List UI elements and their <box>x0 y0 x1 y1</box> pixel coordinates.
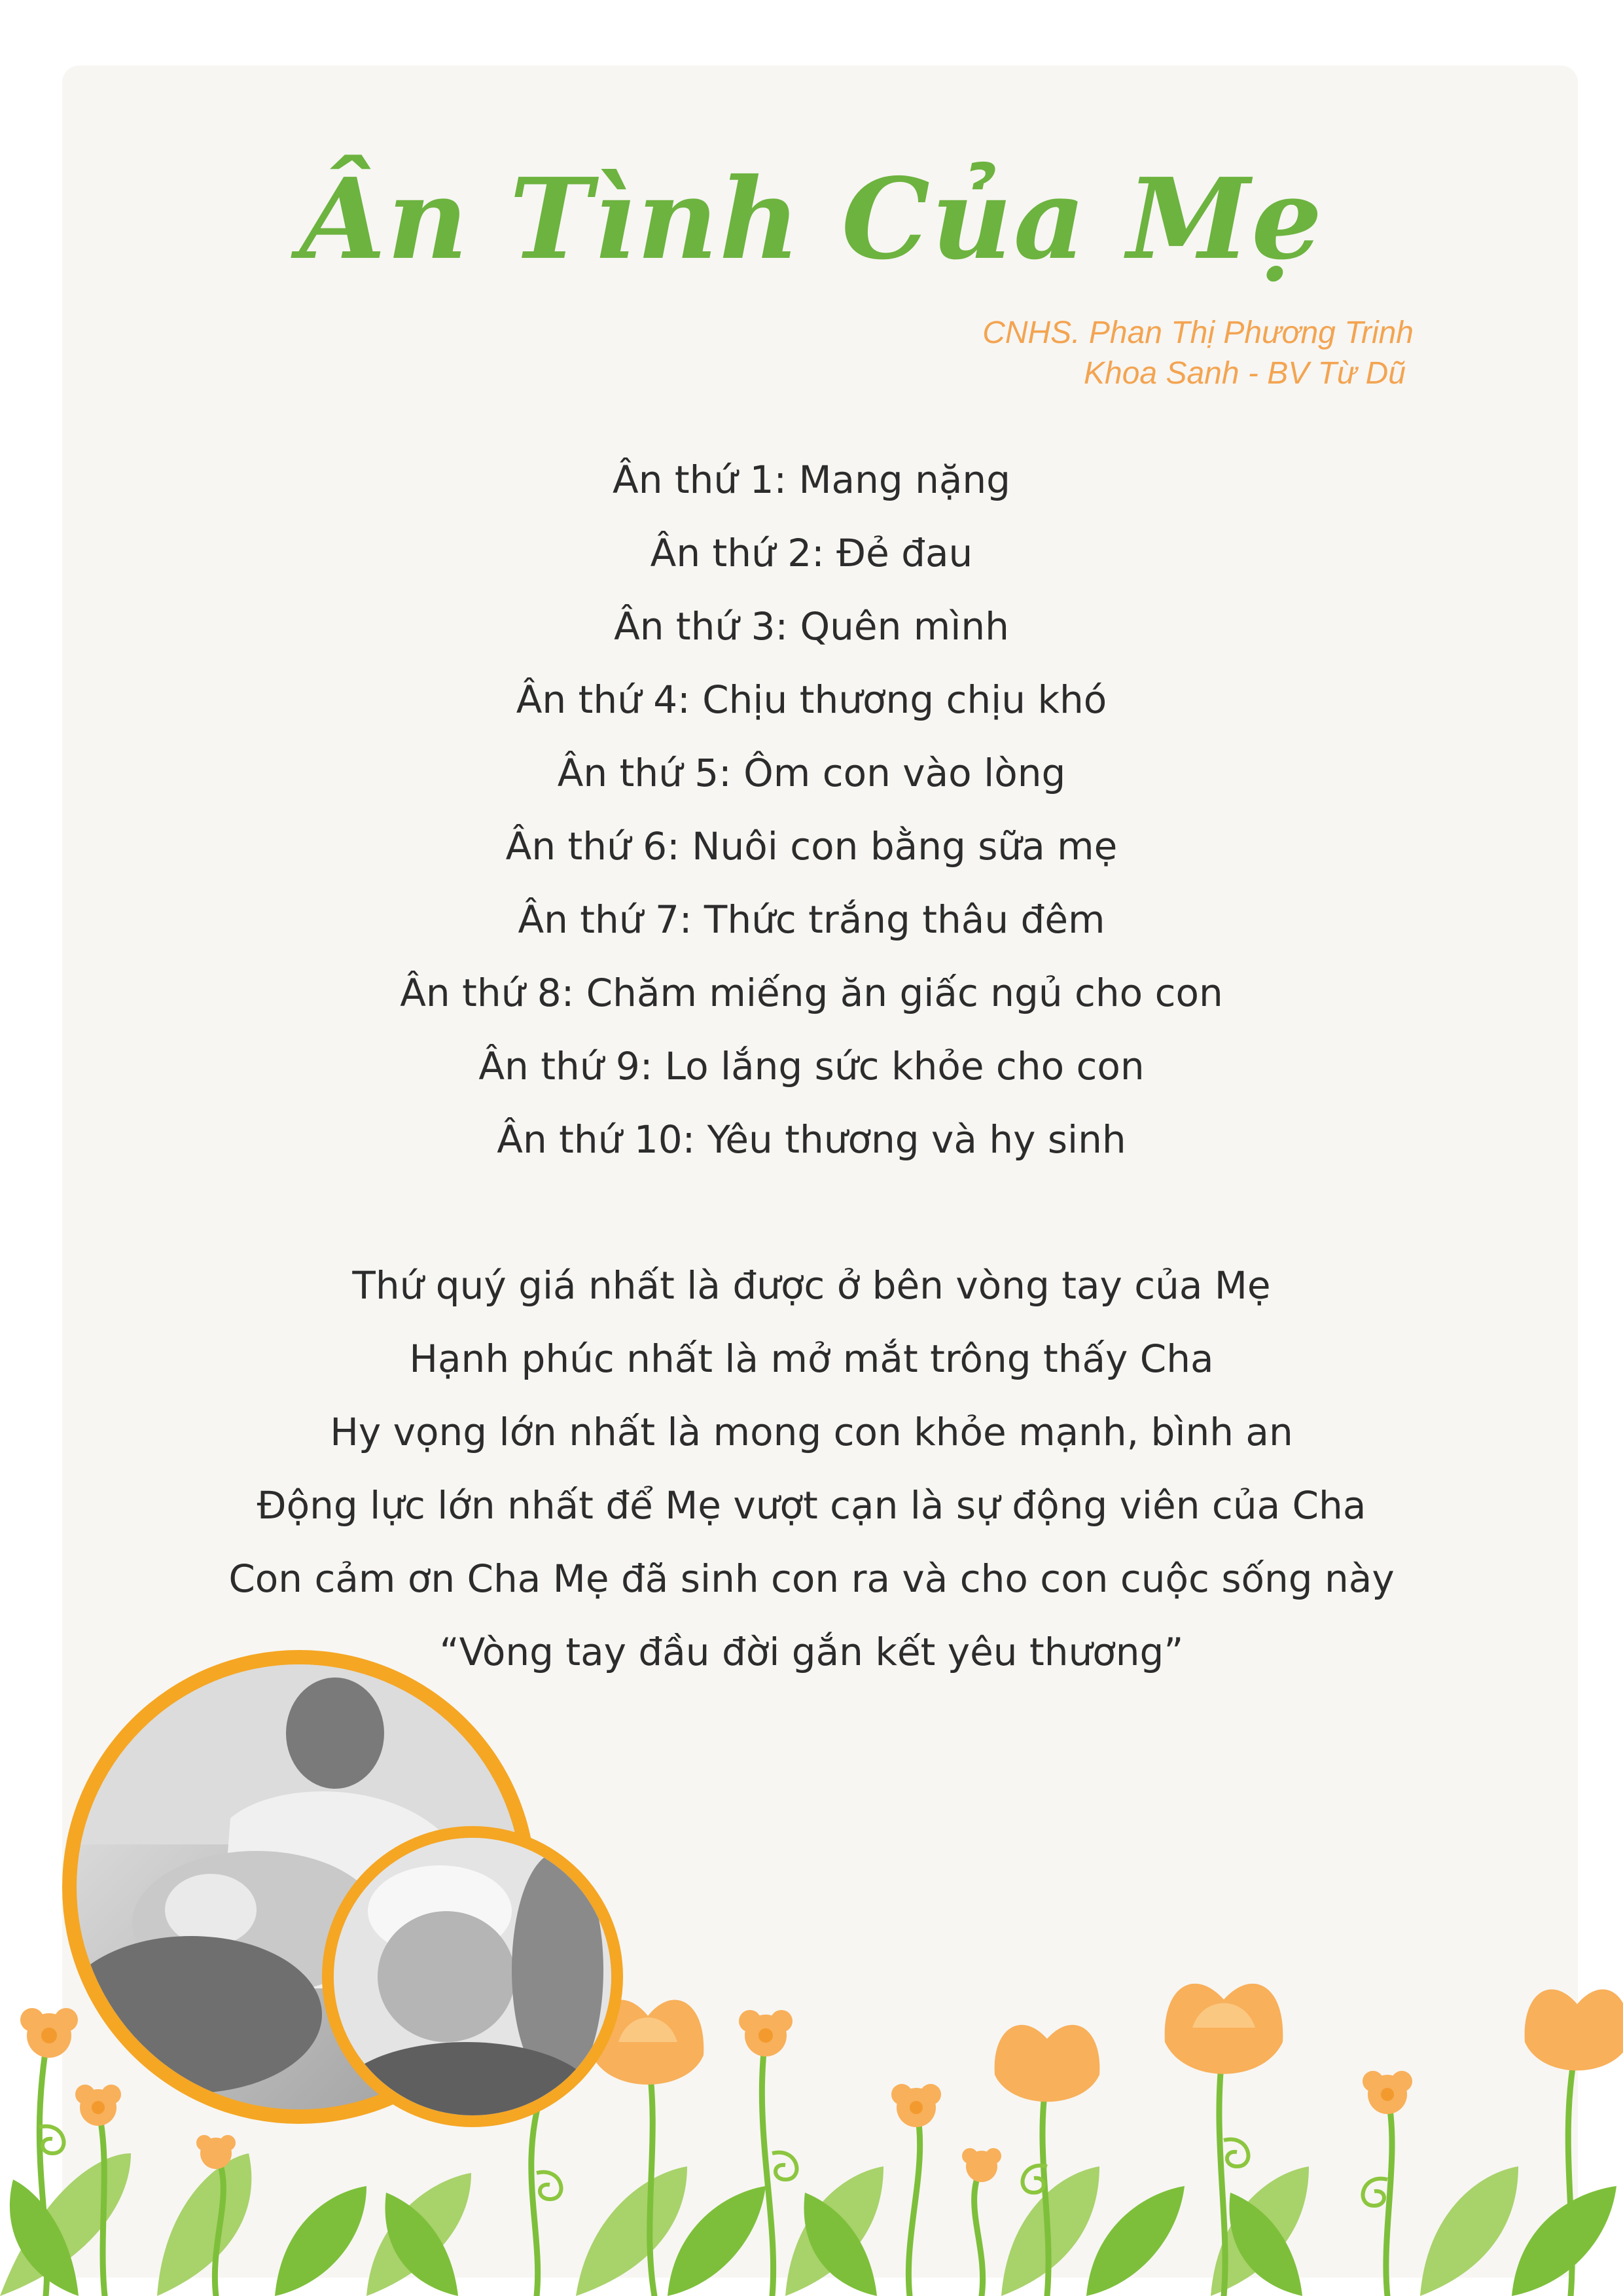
blessing-line: Ân thứ 2: Đẻ đau <box>650 531 973 575</box>
blessing-line: Ân thứ 6: Nuôi con bằng sữa mẹ <box>505 824 1118 869</box>
blessing-line: Ân thứ 9: Lo lắng sức khỏe cho con <box>478 1044 1145 1088</box>
flower <box>962 2148 1001 2182</box>
flower <box>891 2084 941 2127</box>
blessing-line: Ân thứ 8: Chăm miếng ăn giấc ngủ cho con <box>400 971 1223 1015</box>
flower <box>739 2010 793 2056</box>
poem-line: Động lực lớn nhất để Mẹ vượt cạn là sự động viên của Cha <box>257 1483 1366 1528</box>
flower <box>1363 2071 1412 2114</box>
author-block <box>982 313 1414 394</box>
poem-line: Thứ quý giá nhất là được ở bên vòng tay của Mẹ <box>352 1263 1271 1308</box>
poem-stanza <box>0 1249 1623 1689</box>
flower <box>1525 1989 1623 2070</box>
author-name: CNHS. Phan Thị Phương Trinh <box>982 315 1414 350</box>
blessings-list <box>0 443 1623 1176</box>
blessing-line: Ân thứ 3: Quên mình <box>614 604 1009 649</box>
poem-line: Hy vọng lớn nhất là mong con khỏe mạnh, bình an <box>330 1410 1293 1454</box>
poem-line: “Vòng tay đầu đời gắn kết yêu thương” <box>439 1630 1184 1674</box>
poem-line: Con cảm ơn Cha Mẹ đã sinh con ra và cho con cuộc sống này <box>228 1556 1395 1601</box>
page-title: Ân Tình Của Mẹ <box>299 154 1324 285</box>
poem-line: Hạnh phúc nhất là mở mắt trông thấy Cha <box>409 1336 1214 1381</box>
author-department: Khoa Sanh - BV Từ Dũ <box>1084 356 1406 391</box>
blessing-line: Ân thứ 1: Mang nặng <box>613 457 1010 502</box>
newborn-baby-photo <box>322 1826 623 2127</box>
flower <box>995 2025 1100 2102</box>
blessing-line: Ân thứ 10: Yêu thương và hy sinh <box>497 1117 1126 1162</box>
flower <box>1165 1984 1283 2074</box>
blessing-line: Ân thứ 5: Ôm con vào lòng <box>557 751 1066 795</box>
blessing-line: Ân thứ 7: Thức trắng thâu đêm <box>518 897 1105 942</box>
blessing-line: Ân thứ 4: Chịu thương chịu khó <box>516 677 1107 722</box>
